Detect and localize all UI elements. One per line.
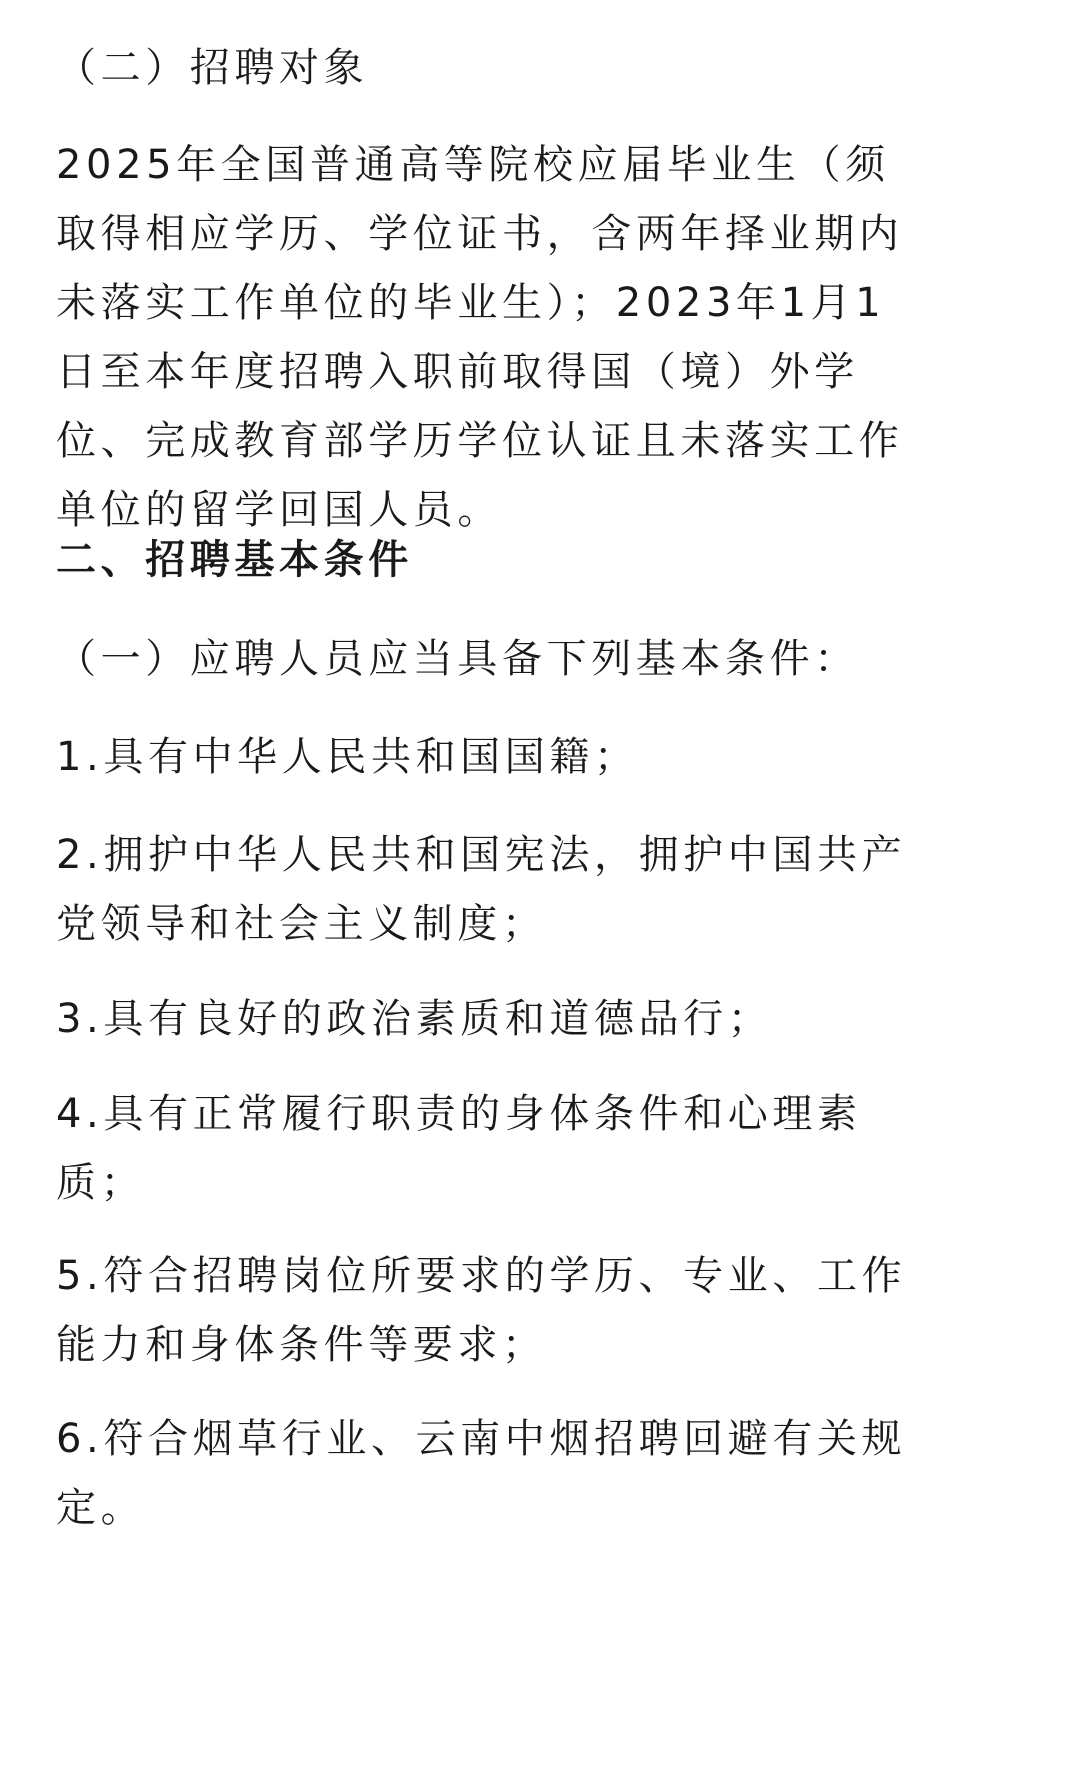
subsection-heading-text: （二）招聘对象 bbox=[56, 45, 369, 91]
paragraph-line: 取得相应学历、学位证书，含两年择业期内 bbox=[56, 211, 904, 257]
condition-item-line: 党领导和社会主义制度； bbox=[56, 901, 547, 947]
condition-item-line: 质； bbox=[56, 1160, 146, 1206]
condition-item-3 bbox=[56, 985, 1016, 1054]
subsection-heading-basic-requirements bbox=[56, 625, 1016, 694]
condition-item-text: 3.具有良好的政治素质和道德品行； bbox=[56, 996, 773, 1042]
condition-item-line: 5.符合招聘岗位所要求的学历、专业、工作 bbox=[56, 1253, 907, 1299]
paragraph-line: 未落实工作单位的毕业生）；2023年1月1 bbox=[56, 280, 886, 326]
condition-item-line: 能力和身体条件等要求； bbox=[56, 1322, 547, 1368]
recruitment-target-paragraph bbox=[56, 131, 1016, 545]
paragraph-line: 日至本年度招聘入职前取得国（境）外学 bbox=[56, 349, 859, 395]
condition-item-4 bbox=[56, 1080, 1016, 1218]
subsection-heading-text: （一）应聘人员应当具备下列基本条件： bbox=[56, 636, 859, 682]
condition-item-text: 1.具有中华人民共和国国籍； bbox=[56, 734, 639, 780]
condition-item-line: 定。 bbox=[56, 1485, 146, 1531]
condition-item-line: 4.具有正常履行职责的身体条件和心理素 bbox=[56, 1091, 862, 1137]
paragraph-line: 单位的留学回国人员。 bbox=[56, 487, 502, 533]
paragraph-line: 2025年全国普通高等院校应届毕业生（须 bbox=[56, 142, 890, 188]
paragraph-line: 位、完成教育部学历学位认证且未落实工作 bbox=[56, 418, 904, 464]
condition-item-line: 6.符合烟草行业、云南中烟招聘回避有关规 bbox=[56, 1416, 907, 1462]
condition-item-2 bbox=[56, 821, 1016, 959]
condition-item-1 bbox=[56, 723, 1016, 792]
condition-item-line: 2.拥护中华人民共和国宪法，拥护中国共产 bbox=[56, 832, 907, 878]
section-heading-text: 二、招聘基本条件 bbox=[56, 537, 413, 583]
section-heading-basic-conditions bbox=[56, 526, 1016, 595]
condition-item-5 bbox=[56, 1242, 1016, 1380]
subsection-heading-recruitment-target bbox=[56, 34, 1016, 103]
condition-item-6 bbox=[56, 1405, 1016, 1543]
